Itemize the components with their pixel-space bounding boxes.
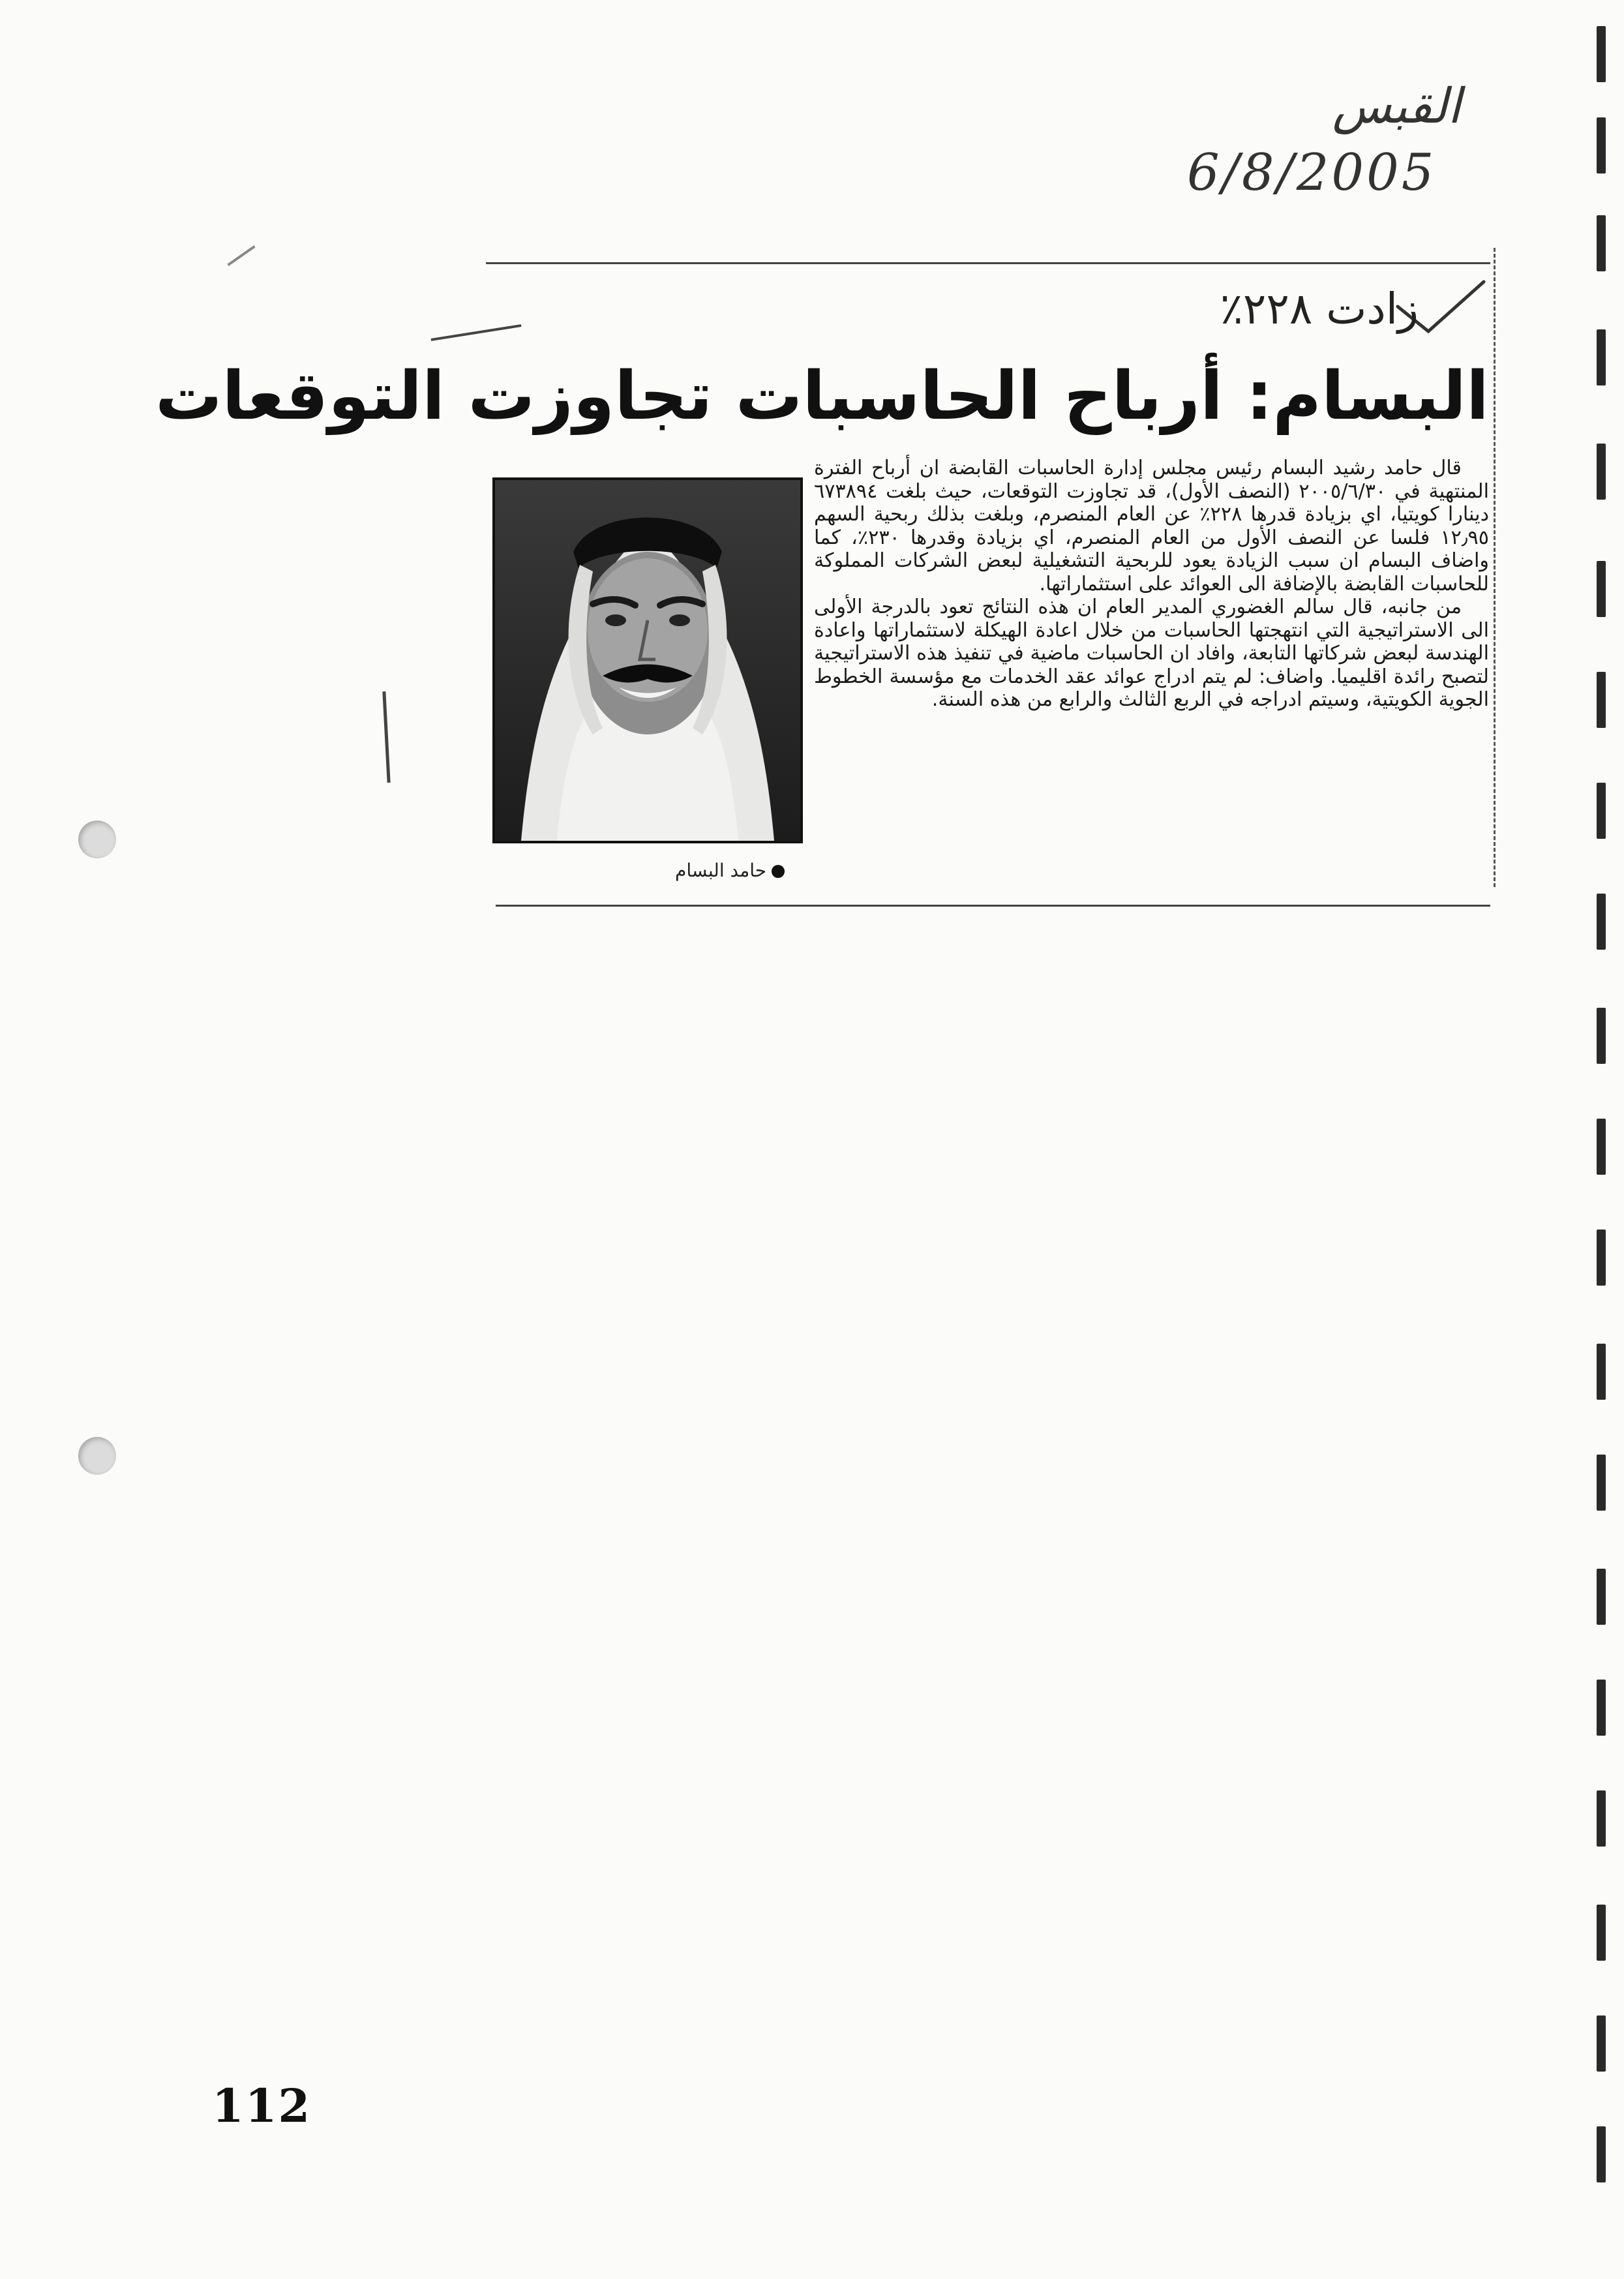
edge-mark — [1597, 2126, 1606, 2182]
edge-mark — [1597, 117, 1606, 174]
news-clipping — [155, 248, 1497, 913]
article-kicker: زادت ٢٢٨٪ — [1220, 284, 1419, 334]
handwritten-source: القبس — [1332, 78, 1461, 134]
article-paragraph: من جانبه، قال سالم الغضوري المدير العام ان هذه النتائج تعود بالدرجة الأولى الى الاستراتيجية التي انتهجتها الحاسبات من خلال اعادة الهيكلة لاستثماراتها واعادة الهندسة لبعض شركاتها التابعة، وافاد ان الحاسبات ماضية في تنفيذ هذه الاستراتيجية لتصبح رائدة اقليميا. واضاف: لم يتم ادراج عوائد عقد الخدمات مع مؤسسة الخطوط الجوية الكويتية، وسيتم ادراجه في الربع الثالث والرابع من هذه السنة. — [814, 596, 1489, 711]
bullet-icon — [772, 865, 785, 878]
handwritten-date: 6/8/2005 — [1187, 143, 1437, 202]
photo-caption — [675, 860, 785, 881]
edge-mark — [1597, 2015, 1606, 2072]
edge-mark — [1597, 1905, 1606, 1961]
edge-mark — [1597, 783, 1606, 839]
clipping-cut-edge — [1494, 248, 1496, 887]
edge-mark — [1597, 672, 1606, 728]
edge-mark — [1597, 1455, 1606, 1511]
clipping-top-rule — [486, 262, 1490, 264]
edge-mark — [1597, 561, 1606, 617]
edge-mark — [1597, 1119, 1606, 1175]
edge-mark — [1597, 26, 1606, 82]
page-number: 112 — [212, 2079, 312, 2133]
portrait-photo — [492, 477, 803, 843]
edge-mark — [1597, 215, 1606, 271]
edge-mark — [1597, 329, 1606, 385]
handwritten-annotation — [1187, 78, 1500, 215]
article-paragraph: قال حامد رشيد البسام رئيس مجلس إدارة الحاسبات القابضة ان أرباح الفترة المنتهية في ٢٠٠٥/٦/٣٠ (النصف الأول)، قد تجاوزت التوقعات، حيث بلغت ٦٧٣٨٩٤ دينارا كويتيا، اي بزيادة قدرها ٢٢٨٪ عن العام المنصرم، وبلغت بذلك ربحية السهم ١٢٫٩٥ فلسا عن النصف الأول من العام المنصرم، اي بزيادة وقدرها ٢٣٠٪، كما واضاف البسام ان سبب الزيادة يعود للربحية التشغيلية لبعض الشركات المملوكة للحاسبات القابضة بالإضافة الى العوائد على استثماراتها. — [814, 457, 1490, 596]
edge-mark — [1597, 1569, 1606, 1625]
edge-mark — [1597, 1230, 1606, 1286]
binder-hole — [78, 1437, 116, 1475]
photo-caption-text: حامد البسام — [675, 860, 767, 881]
edge-mark — [1597, 1790, 1606, 1847]
edge-mark — [1597, 1008, 1606, 1064]
edge-mark — [1597, 1680, 1606, 1736]
article-headline: البسام: أرباح الحاسبات تجاوزت التوقعات — [155, 357, 1489, 435]
pen-stroke — [227, 245, 255, 266]
edge-mark — [1597, 444, 1606, 500]
binder-hole — [78, 821, 116, 858]
article-body — [814, 457, 1489, 712]
edge-mark — [1597, 1344, 1606, 1400]
portrait-image — [495, 480, 800, 841]
pen-stroke — [382, 691, 390, 783]
edge-mark — [1597, 894, 1606, 950]
clipping-bottom-rule — [496, 905, 1490, 907]
